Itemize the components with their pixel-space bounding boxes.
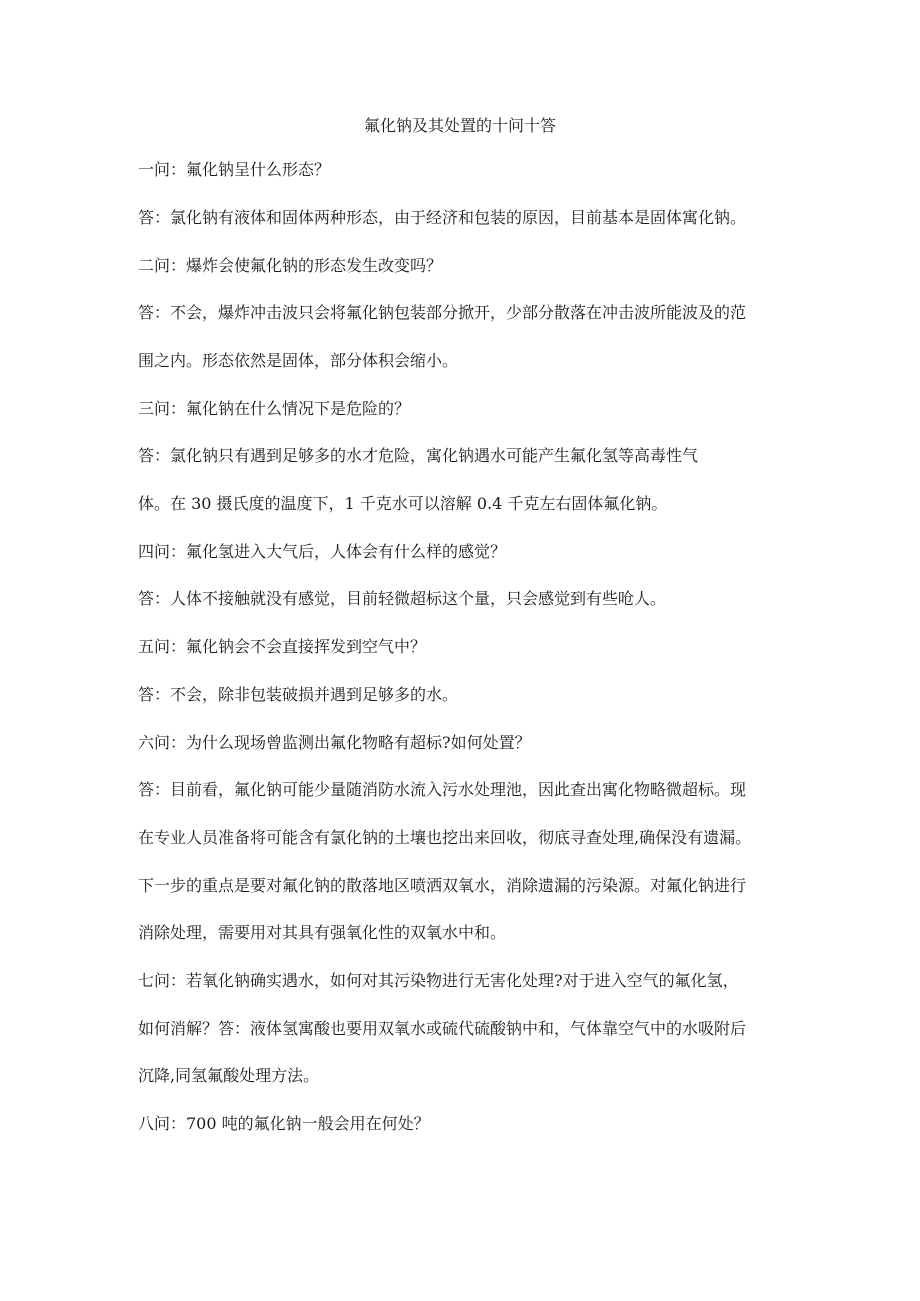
question-8: 八问：700 吨的氟化钠一般会用在何处？ bbox=[138, 1114, 430, 1133]
answer-6-line-2: 在专业人员准备将可能含有氯化钠的土壤也挖出来回收，彻底寻查处理,确保没有遗漏。 bbox=[138, 828, 752, 847]
answer-5: 答：不会，除非包装破损并遇到足够多的水。 bbox=[138, 685, 459, 704]
question-2: 二问：爆炸会使氟化钠的形态发生改变吗？ bbox=[138, 256, 443, 275]
question-7-line-2: 如何消解？答：液体氢寓酸也要用双氧水或硫代硫酸钠中和，气体靠空气中的水吸附后 bbox=[138, 1019, 747, 1038]
answer-7: 沉降,同氢氟酸处理方法。 bbox=[138, 1066, 320, 1085]
answer-6-line-1: 答：目前看，氟化钠可能少量随消防水流入污水处理池，因此查出寓化物略微超标。现 bbox=[138, 780, 747, 799]
answer-2-line-1: 答：不会，爆炸冲击波只会将氟化钠包装部分掀开，少部分散落在冲击波所能波及的范 bbox=[138, 303, 747, 322]
question-1: 一问：氟化钠呈什么形态？ bbox=[138, 160, 331, 179]
answer-3-line-1: 答：氯化钠只有遇到足够多的水才危险，寓化钠遇水可能产生氟化氢等高毒性气 bbox=[138, 446, 699, 465]
answer-6-line-4: 消除处理，需要用对其具有强氧化性的双氧水中和。 bbox=[138, 923, 507, 942]
answer-2-line-2: 围之内。形态依然是固体，部分体积会缩小。 bbox=[138, 351, 459, 370]
answer-1: 答：氯化钠有液体和固体两种形态，由于经济和包装的原因，目前基本是固体寓化钠。 bbox=[138, 208, 747, 227]
document-title: 氟化钠及其处置的十问十答 bbox=[363, 116, 556, 135]
answer-6-line-3: 下一步的重点是要对氟化钠的散落地区喷洒双氧水，消除遗漏的污染源。对氟化钠进行 bbox=[138, 876, 747, 895]
answer-3-line-2: 体。在 30 摄氏度的温度下，1 千克水可以溶解 0.4 千克左右固体氟化钠。 bbox=[138, 494, 668, 513]
question-6: 六问：为什么现场曾监测出氟化物略有超标?如何处置？ bbox=[138, 733, 531, 752]
question-3: 三问：氟化钠在什么情况下是危险的？ bbox=[138, 399, 411, 418]
question-5: 五问：氟化钠会不会直接挥发到空气中？ bbox=[138, 637, 427, 656]
answer-4: 答：人体不接触就没有感觉，目前轻微超标这个量，只会感觉到有些呛人。 bbox=[138, 589, 667, 608]
question-7-line-1: 七问：若氧化钠确实遇水，如何对其污染物进行无害化处理?对于进入空气的氟化氢， bbox=[138, 971, 739, 990]
question-4: 四问：氟化氢进入大气后，人体会有什么样的感觉？ bbox=[138, 542, 507, 561]
